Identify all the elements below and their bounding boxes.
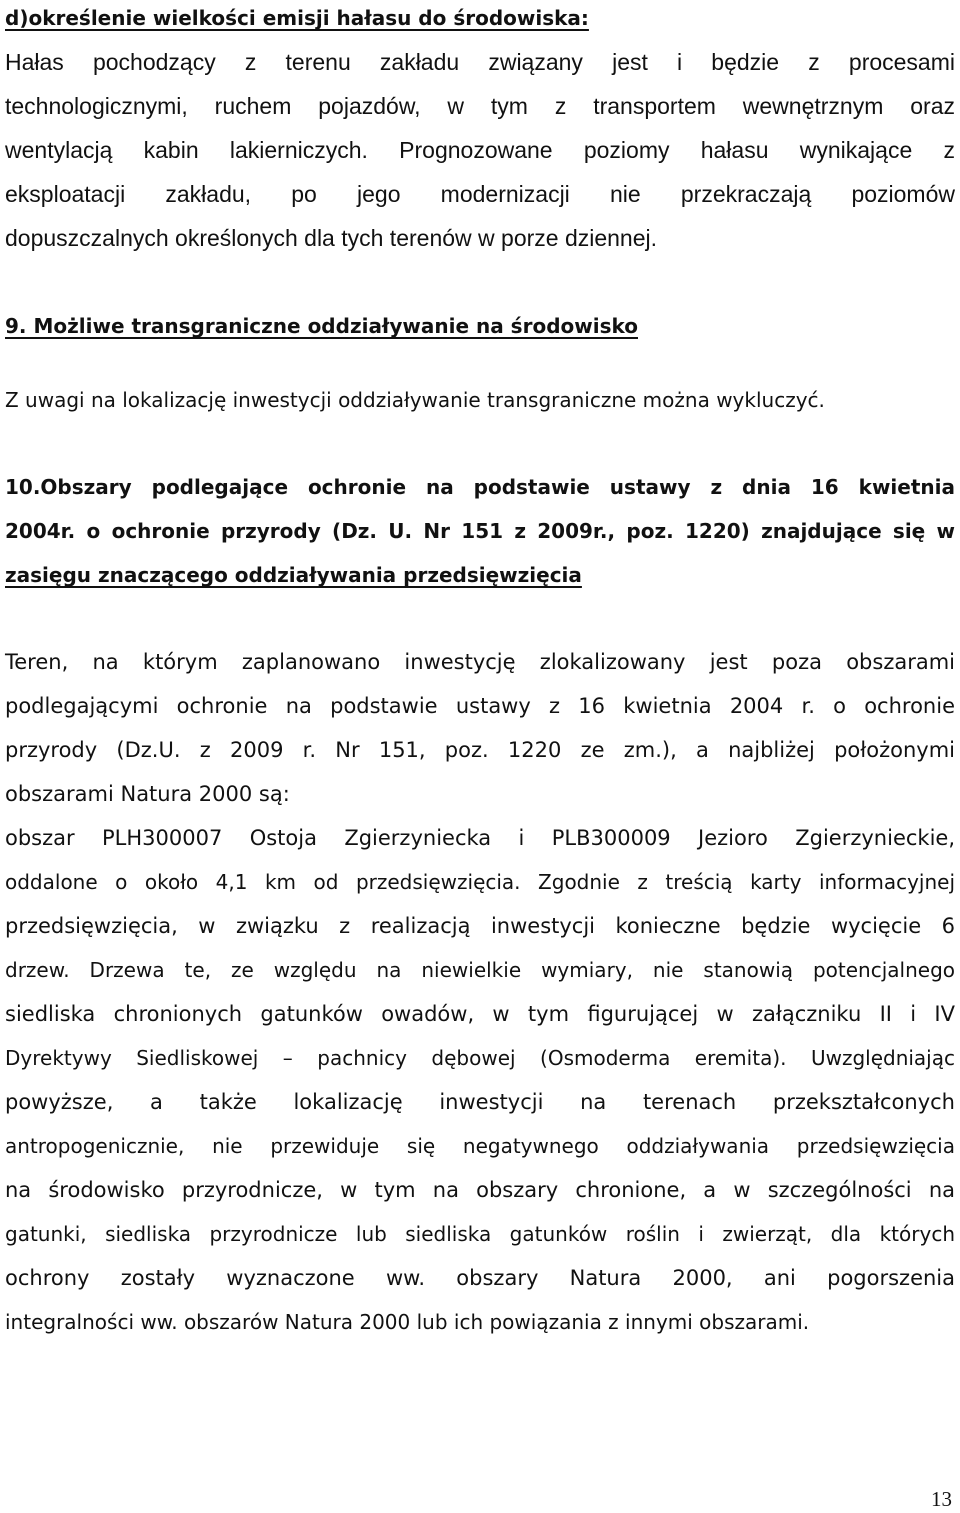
paragraph-line: przyrody (Dz.U. z 2009 r. Nr 151, poz. 1220 ze zm.), a najbliżej położonymi bbox=[5, 738, 955, 762]
paragraph-line: antropogenicznie, nie przewiduje się negatywnego oddziaływania przedsięwzięcia bbox=[5, 1134, 955, 1158]
paragraph-line: Hałas pochodzący z terenu zakładu związany jest i będzie z procesami bbox=[5, 49, 955, 75]
section-10-heading-line: 10.Obszary podlegające ochronie na podstawie ustawy z dnia 16 kwietnia bbox=[5, 475, 955, 499]
paragraph-line: technologicznymi, ruchem pojazdów, w tym z transportem wewnętrznym oraz bbox=[5, 93, 955, 119]
paragraph-line: przedsięwzięcia, w związku z realizacją inwestycji konieczne będzie wycięcie 6 bbox=[5, 914, 955, 938]
section-10-heading-line: 2004r. o ochronie przyrody (Dz. U. Nr 151 z 2009r., poz. 1220) znajdujące się w bbox=[5, 519, 955, 543]
paragraph-line: siedliska chronionych gatunków owadów, w tym figurującej w załączniku II i IV bbox=[5, 1002, 955, 1026]
paragraph-line: drzew. Drzewa te, ze względu na niewielkie wymiary, nie stanowią potencjalnego bbox=[5, 958, 955, 982]
paragraph-line: dopuszczalnych określonych dla tych terenów w porze dziennej. bbox=[5, 225, 658, 251]
paragraph-line: gatunki, siedliska przyrodnicze lub siedliska gatunków roślin i zwierząt, dla których bbox=[5, 1222, 955, 1246]
paragraph-line: obszar PLH300007 Ostoja Zgierzyniecka i PLB300009 Jezioro Zgierzynieckie, bbox=[5, 826, 955, 850]
paragraph-line: Z uwagi na lokalizację inwestycji oddziaływanie transgraniczne można wykluczyć. bbox=[5, 388, 825, 412]
paragraph-line: wentylacją kabin lakierniczych. Prognozowane poziomy hałasu wynikające z bbox=[5, 137, 955, 163]
section-10-heading-line: zasięgu znaczącego oddziaływania przedsięwzięcia bbox=[5, 563, 582, 587]
paragraph-line: obszarami Natura 2000 są: bbox=[5, 782, 290, 806]
paragraph-line: oddalone o około 4,1 km od przedsięwzięcia. Zgodnie z treścią karty informacyjnej bbox=[5, 870, 955, 894]
section-d-heading: d)określenie wielkości emisji hałasu do środowiska: bbox=[5, 6, 589, 30]
paragraph-line: ochrony zostały wyznaczone ww. obszary Natura 2000, ani pogorszenia bbox=[5, 1266, 955, 1290]
paragraph-line: Teren, na którym zaplanowano inwestycję zlokalizowany jest poza obszarami bbox=[5, 650, 955, 674]
page-number: 13 bbox=[931, 1487, 952, 1511]
paragraph-line: Dyrektywy Siedliskowej – pachnicy dębowej (Osmoderma eremita). Uwzględniając bbox=[5, 1046, 955, 1070]
paragraph-line: integralności ww. obszarów Natura 2000 lub ich powiązania z innymi obszarami. bbox=[5, 1310, 810, 1334]
paragraph-line: na środowisko przyrodnicze, w tym na obszary chronione, a w szczególności na bbox=[5, 1178, 955, 1202]
paragraph-line: podlegającymi ochronie na podstawie ustawy z 16 kwietnia 2004 r. o ochronie bbox=[5, 694, 955, 718]
paragraph-line: eksploatacji zakładu, po jego modernizacji nie przekraczają poziomów bbox=[5, 181, 955, 207]
paragraph-line: powyższe, a także lokalizację inwestycji na terenach przekształconych bbox=[5, 1090, 955, 1114]
section-9-heading: 9. Możliwe transgraniczne oddziaływanie na środowisko bbox=[5, 314, 638, 338]
